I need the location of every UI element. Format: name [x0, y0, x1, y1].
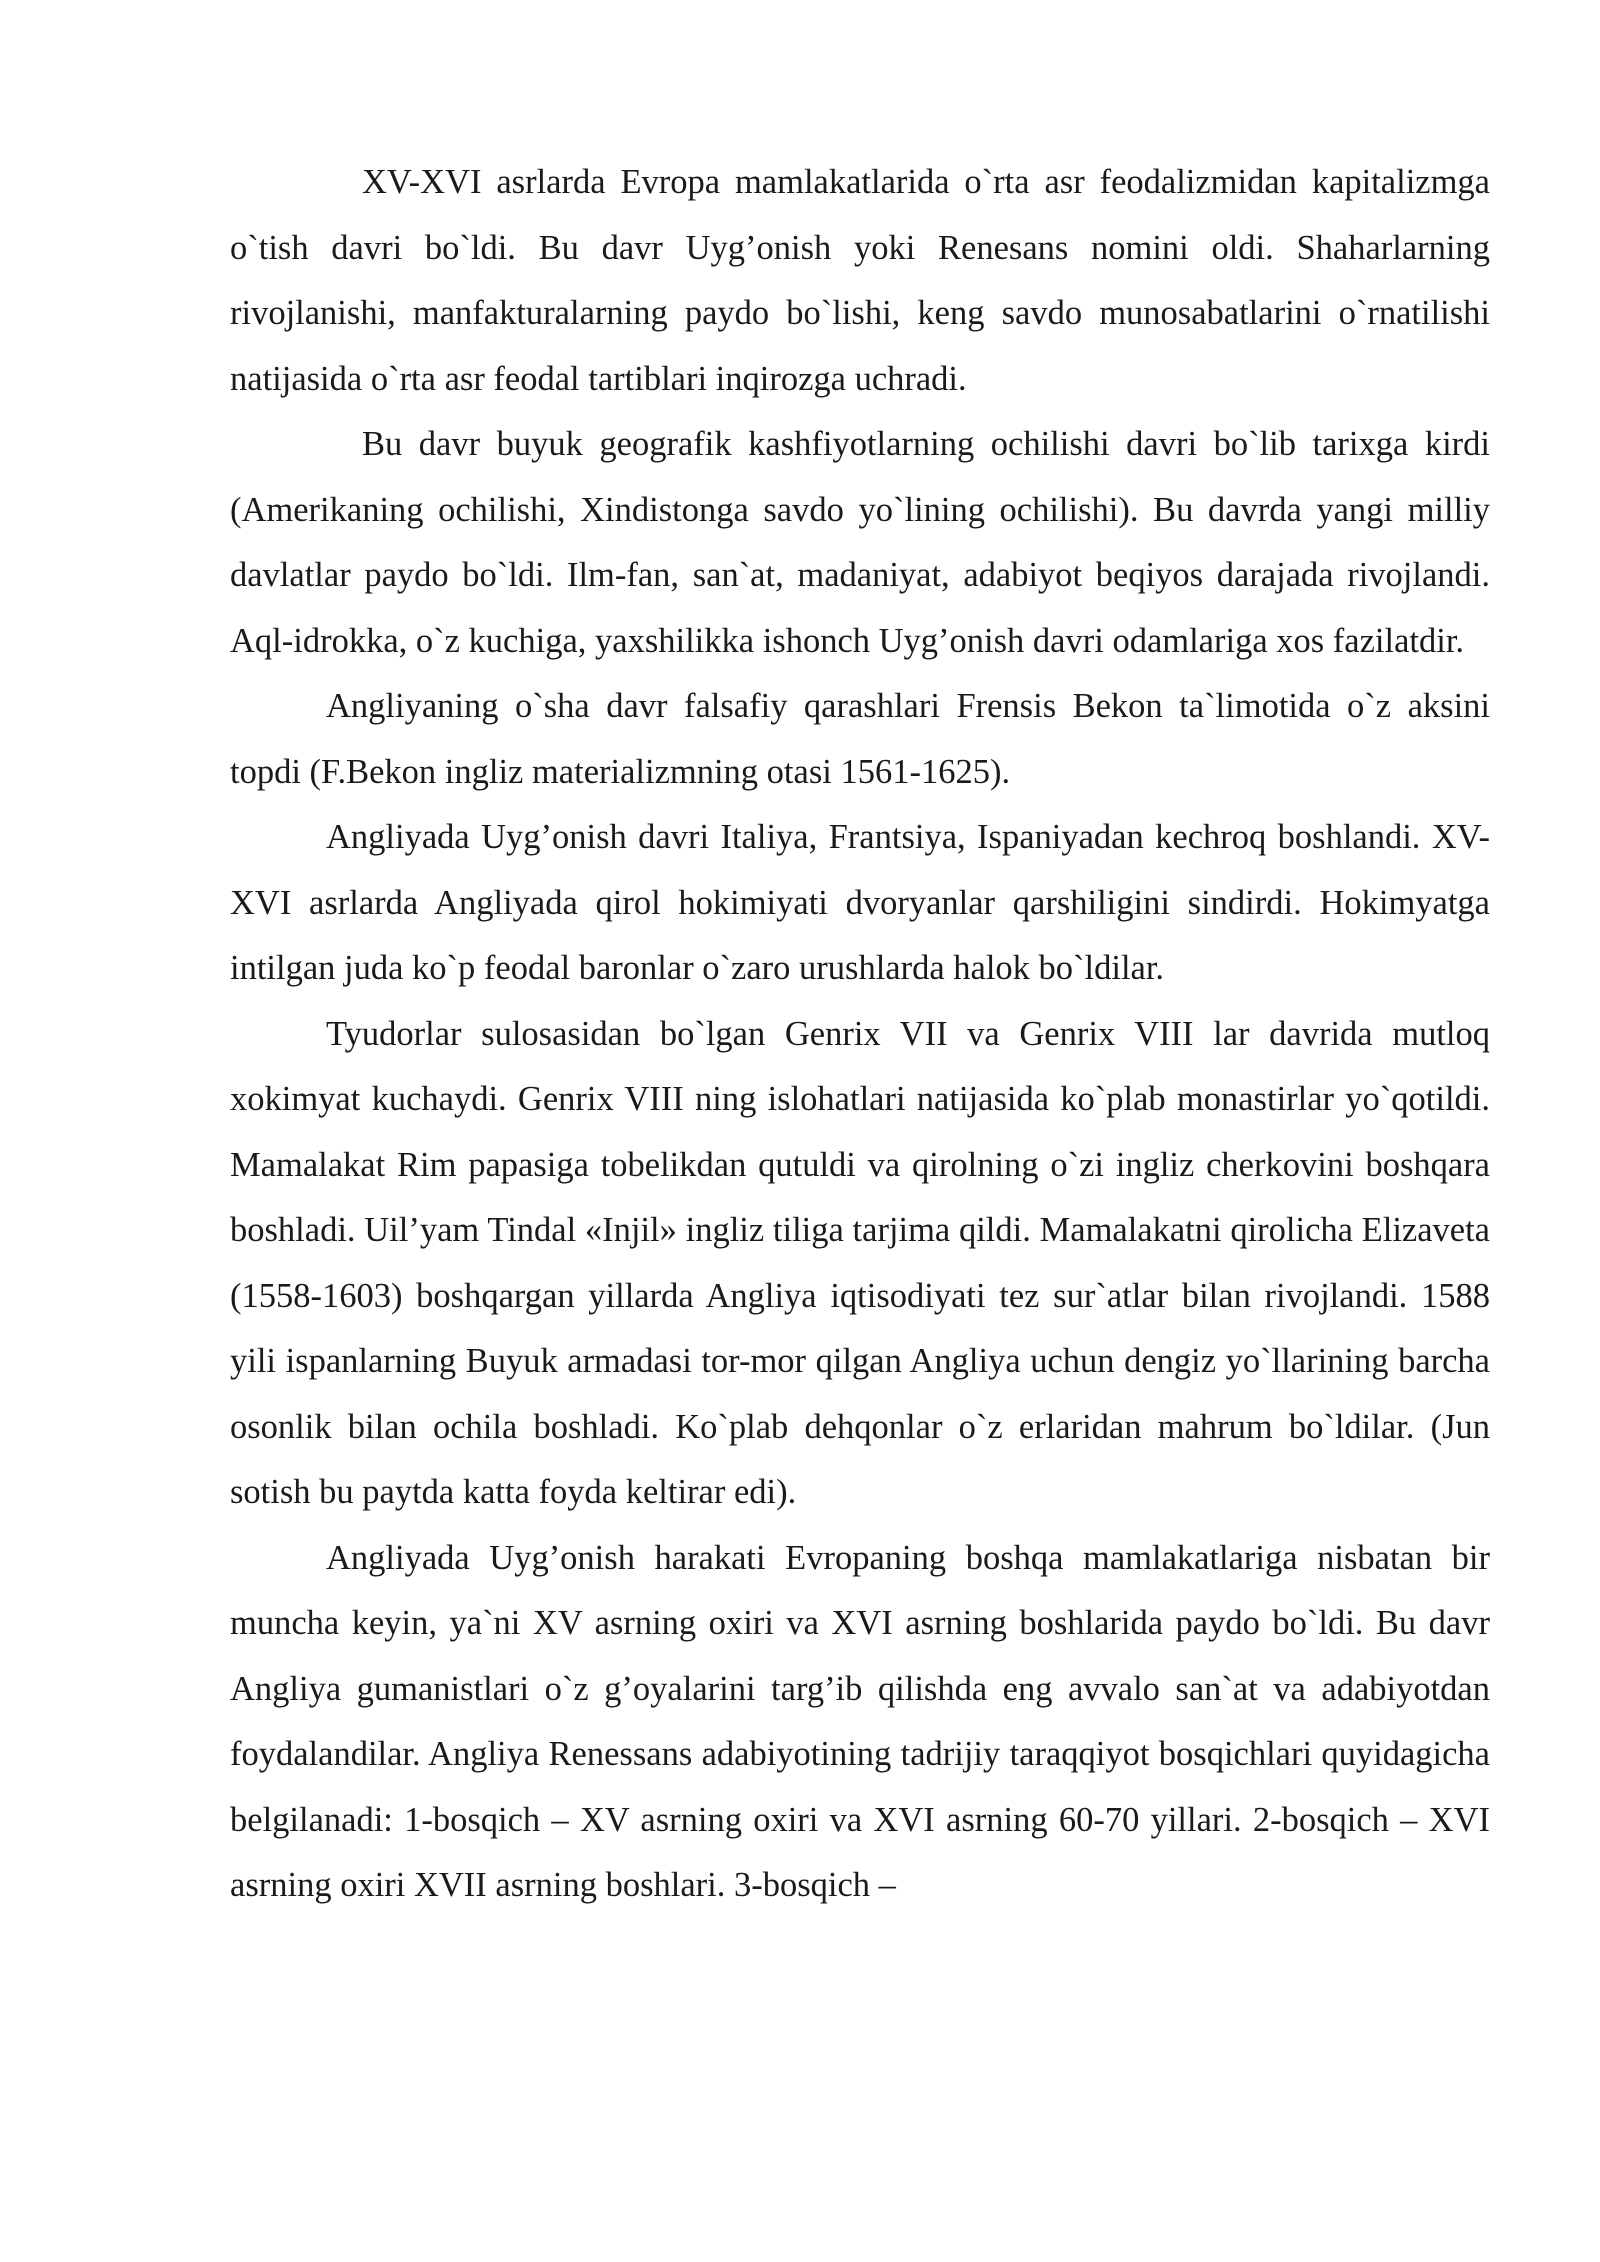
- paragraph-1: XV-XVI asrlarda Evropa mamlakatlarida o`rta asr feodalizmidan kapitalizmga o`tish davri bo`ldi. Bu davr Uyg’onish yoki Renesans nomini oldi. Shaharlarning rivojlanishi, manfakturalarning paydo bo`lishi, keng savdo munosabatlarini o`rnatilishi natijasida o`rta asr feodal tartiblari inqirozga uchradi.: [230, 163, 1490, 398]
- paragraph-3: Angliyaning o`sha davr falsafiy qarashlari Frensis Bekon ta`limotida o`z aksini topdi (F.Bekon ingliz materializmning otasi 1561-1625).: [230, 687, 1490, 791]
- document-page: [230, 150, 1490, 1919]
- paragraph-5: Tyudorlar sulosasidan bo`lgan Genrix VII va Genrix VIII lar davrida mutloq xokimyat kuchaydi. Genrix VIII ning islohatlari natijasida ko`plab monastirlar yo`qotildi. Mamalakat Rim papasiga tobelikdan qutuldi va qirolning o`zi ingliz cherkovini boshqara boshladi. Uil’yam Tindal «Injil» ingliz tiliga tarjima qildi. Mamalakatni qirolicha Elizaveta (1558-1603) boshqargan yillarda Angliya iqtisodiyati tez sur`atlar bilan rivojlandi. 1588 yili ispanlarning Buyuk armadasi tor-mor qilgan Angliya uchun dengiz yo`llarining barcha osonlik bilan ochila boshladi. Ko`plab dehqonlar o`z erlaridan mahrum bo`ldilar. (Jun sotish bu paytda katta foyda keltirar edi).: [230, 1014, 1490, 1511]
- paragraph-4: Angliyada Uyg’onish davri Italiya, Frantsiya, Ispaniyadan kechroq boshlandi. XV-XVI asrlarda Angliyada qirol hokimiyati dvoryanlar qarshiligini sindirdi. Hokimyatga intilgan juda ko`p feodal baronlar o`zaro urushlarda halok bo`ldilar.: [230, 818, 1490, 987]
- paragraph-6: Angliyada Uyg’onish harakati Evropaning boshqa mamlakatlariga nisbatan bir muncha keyin, ya`ni XV asrning oxiri va XVI asrning boshlarida paydo bo`ldi. Bu davr Angliya gumanistlari o`z g’oyalarini targ’ib qilishda eng avvalo san`at va adabiyotdan foydalandilar. Angliya Renessans adabiyotining tadrijiy taraqqiyot bosqichlari quyidagicha belgilanadi: 1-bosqich – XV asrning oxiri va XVI asrning 60-70 yillari. 2-bosqich – XVI asrning oxiri XVII asrning boshlari. 3-bosqich –: [230, 1538, 1490, 1904]
- paragraph-2: Bu davr buyuk geografik kashfiyotlarning ochilishi davri bo`lib tarixga kirdi (Amerikaning ochilishi, Xindistonga savdo yo`lining ochilishi). Bu davrda yangi milliy davlatlar paydo bo`ldi. Ilm-fan, san`at, madaniyat, adabiyot beqiyos darajada rivojlandi. Aql-idrokka, o`z kuchiga, yaxshilikka ishonch Uyg’onish davri odamlariga xos fazilatdir.: [230, 425, 1490, 660]
